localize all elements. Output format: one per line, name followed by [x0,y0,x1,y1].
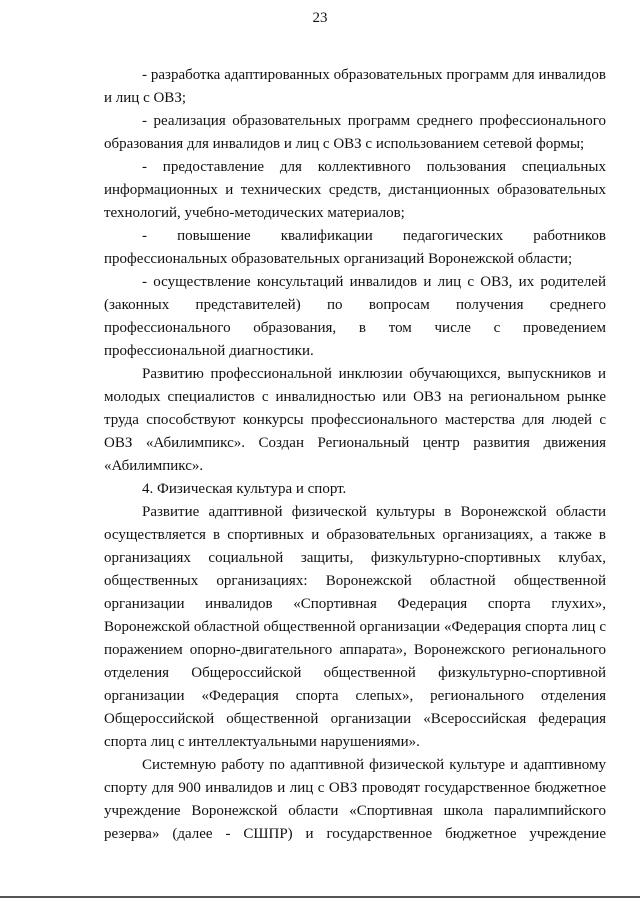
document-body [104,64,606,846]
bottom-divider [0,896,640,898]
section-heading-sport: 4. Физическая культура и спорт. [142,481,347,497]
paragraph-shared-resources: - предоставление для коллективного пользования специальных информационных и технических средств, дистанционных образовательных технологий, учебно-методических материалов; [104,159,606,221]
paragraph-adaptive-sport-institutions: Системную работу по адаптивной физической культуре и адаптивному спорту для 900 инвалидов и лиц с ОВЗ проводят государственное бюджетное учреждение Воронежской области «Спортивная школа паралимпийского резерва» (далее - СШПР) и государственное бюджетное учреждение [104,757,606,842]
paragraph-program-development: - разработка адаптированных образовательных программ для инвалидов и лиц с ОВЗ; [104,67,606,106]
paragraph-abilympics: Развитию профессиональной инклюзии обучающихся, выпускников и молодых специалистов с инвалидностью или ОВЗ на региональном рынке труда способствуют конкурсы профессионального мастерства для людей с ОВЗ «Абилимпикс». Создан Региональный центр развития движения «Абилимпикс». [104,366,606,474]
paragraph-adaptive-sport-organizations: Развитие адаптивной физической культуры в Воронежской области осуществляется в спортивных и образовательных организациях, а также в организациях социальной защиты, физкультурно-спортивных клубах, общественных организациях: Воронежской областной общественной организации инвалидов «Спортивная Федерация спорта глухих», Воронежской областной общественной организации «Федерация спорта лиц с поражением опорно-двигательного аппарата», Воронежского регионального отделения Общероссийской общественной физкультурно-спортивной организации «Федерация спорта слепых», регионального отделения Общероссийской общественной организации «Всероссийская федерация спорта лиц с интеллектуальными нарушениями». [104,504,606,750]
paragraph-consultations: - осуществление консультаций инвалидов и лиц с ОВЗ, их родителей (законных представителей) по вопросам получения среднего профессионального образования, в том числе с проведением профессиональной диагностики. [104,274,606,359]
page-number: 23 [312,10,328,26]
paragraph-network-education: - реализация образовательных программ среднего профессионального образования для инвалидов и лиц с ОВЗ с использованием сетевой формы; [104,113,606,152]
paragraph-teacher-training: - повышение квалификации педагогических работников профессиональных образовательных организаций Воронежской области; [104,228,606,267]
